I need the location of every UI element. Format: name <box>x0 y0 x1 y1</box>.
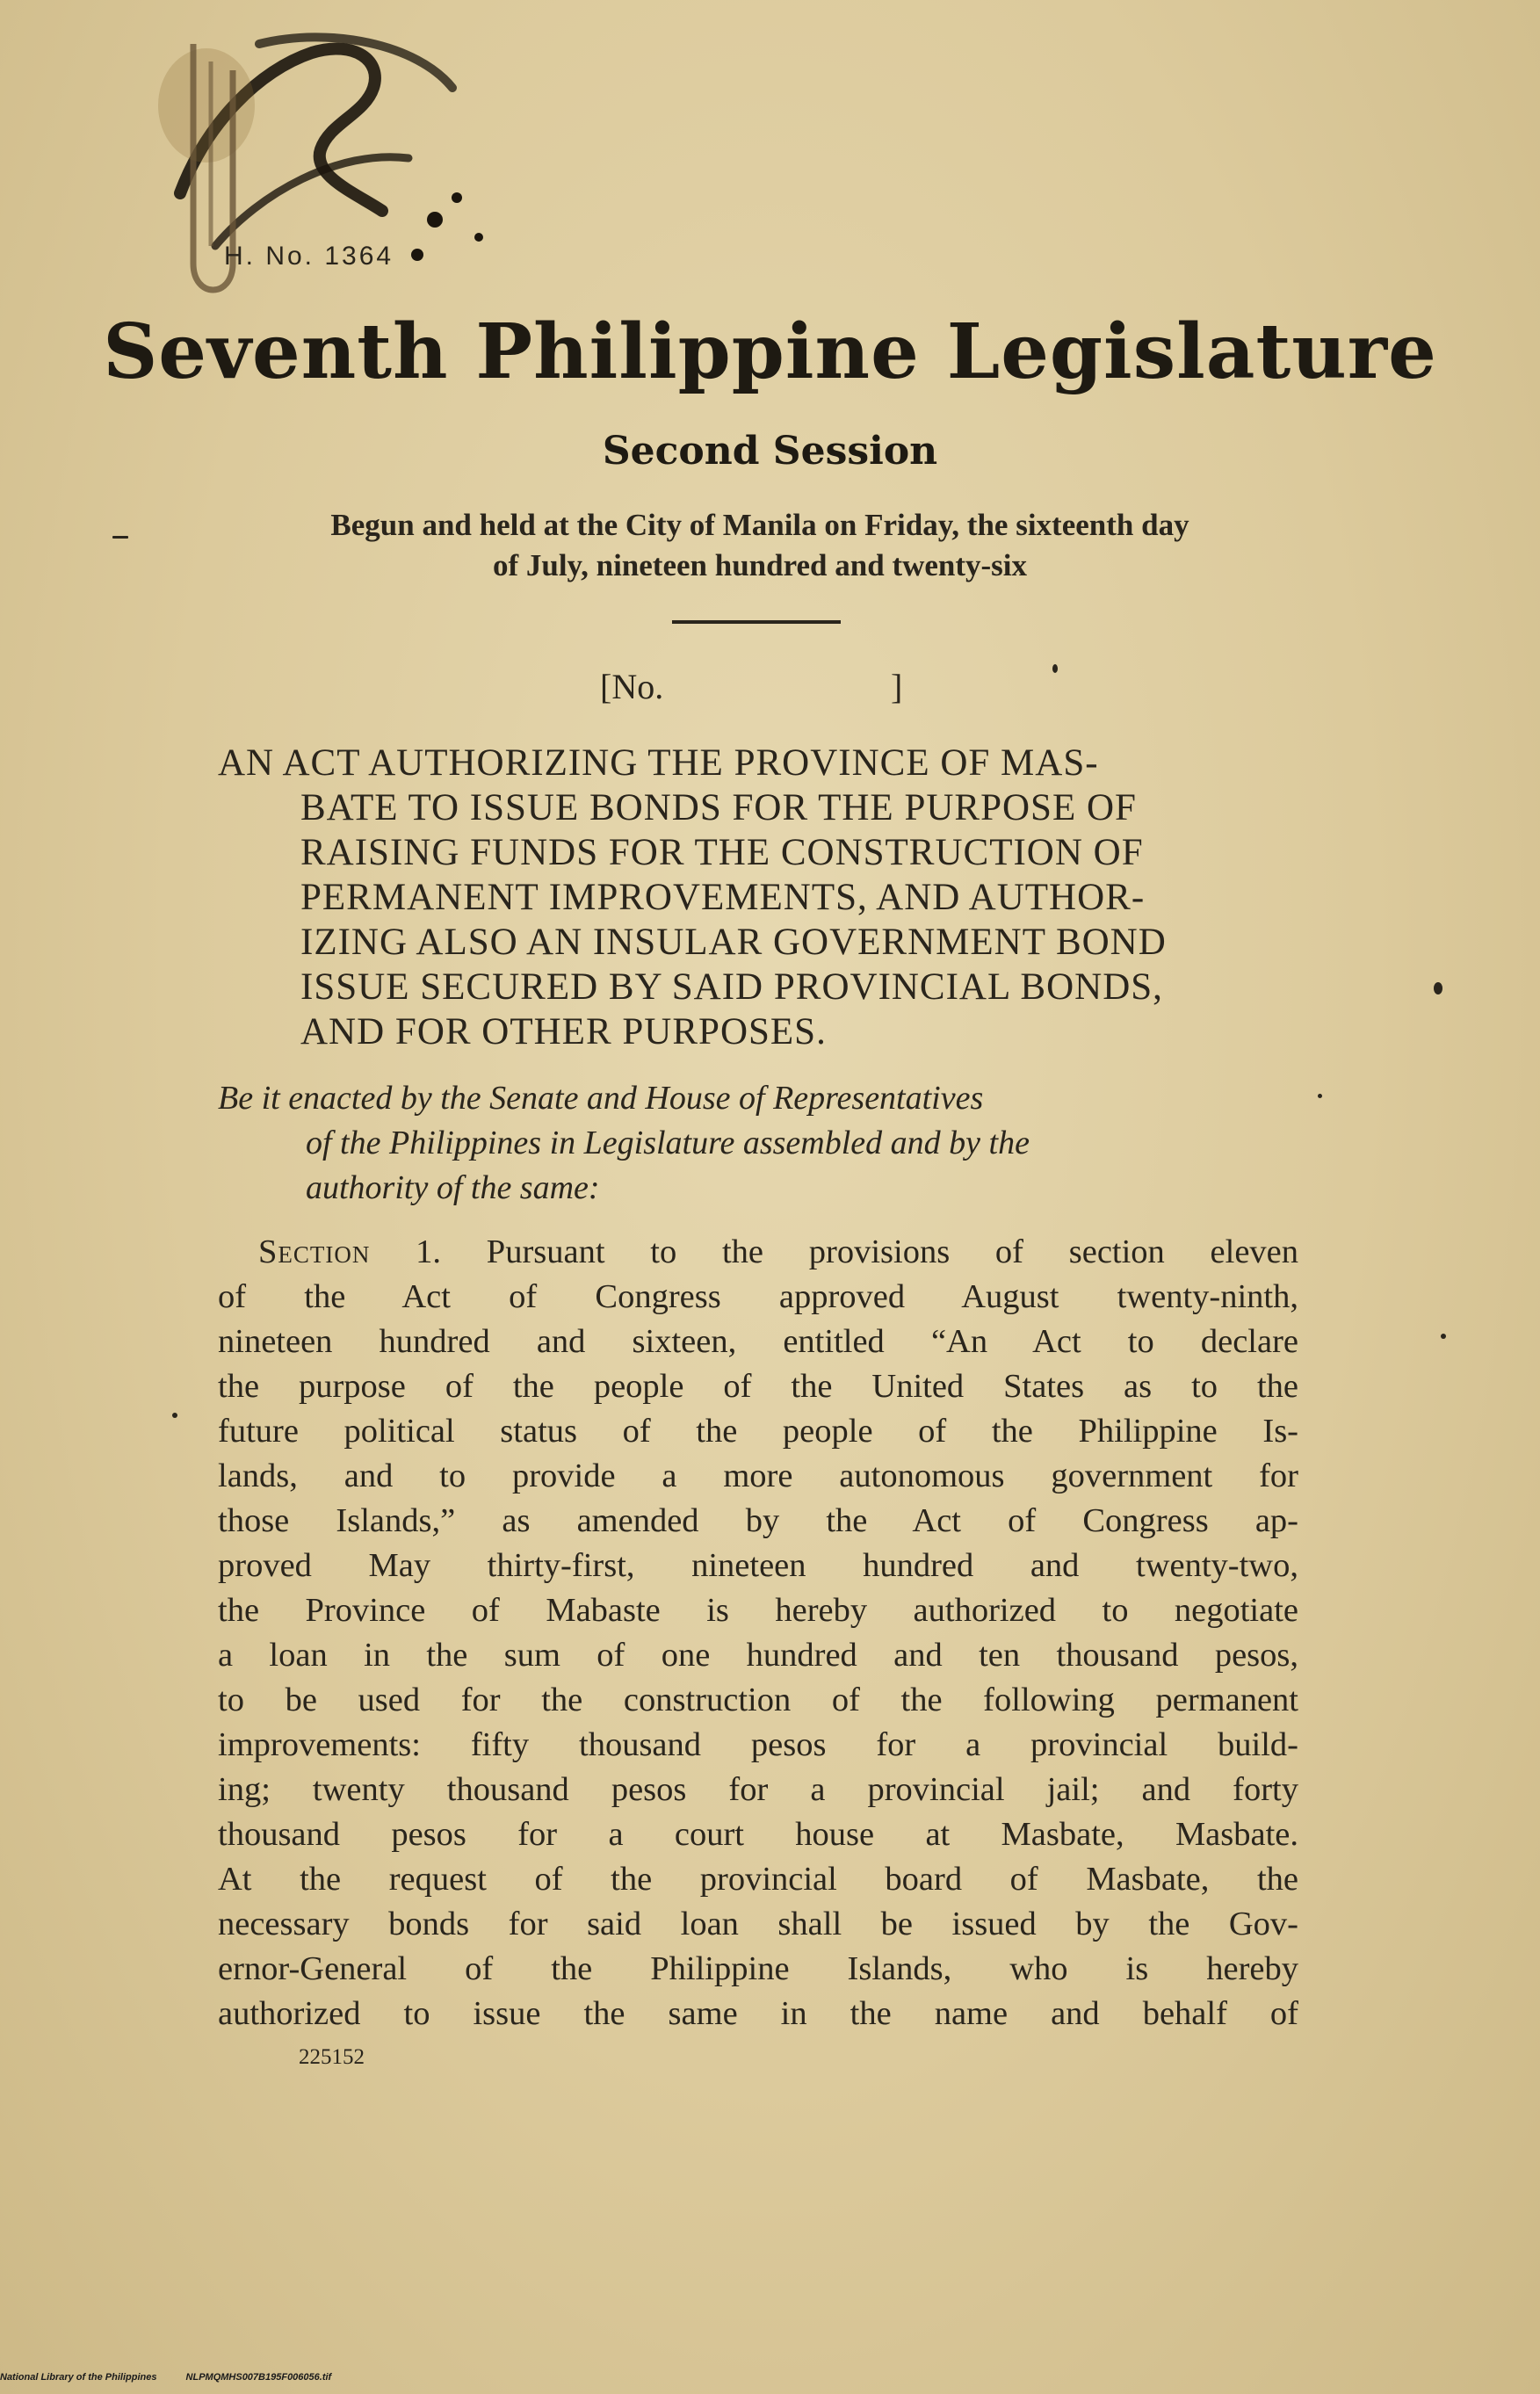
section-line: ing; twenty thousand pesos for a provincial jail; and forty <box>218 1771 1298 1808</box>
footer-source: National Library of the Philippines <box>0 2372 157 2383</box>
act-number-label: [No. <box>600 667 664 706</box>
section-label: Section <box>258 1233 371 1270</box>
speck-mark <box>172 1413 177 1418</box>
section-first-text: Pursuant to the provisions of section eleven <box>486 1233 1299 1270</box>
act-title-line: BATE TO ISSUE BONDS FOR THE PURPOSE OF <box>300 787 1137 828</box>
house-number: H. No. 1364 <box>224 242 394 271</box>
section-line: nineteen hundred and sixteen, entitled “An Act to declare <box>218 1323 1298 1360</box>
act-title-line: IZING ALSO AN INSULAR GOVERNMENT BOND <box>300 922 1167 963</box>
act-title-line: AND FOR OTHER PURPOSES. <box>300 1011 827 1052</box>
act-title-line: PERMANENT IMPROVEMENTS, AND AUTHOR- <box>300 877 1146 918</box>
enacting-line: authority of the same: <box>306 1169 600 1206</box>
section-line: a loan in the sum of one hundred and ten thousand pesos, <box>218 1637 1298 1674</box>
section-line: ernor-General of the Philippine Islands, who is hereby <box>218 1950 1298 1987</box>
speck-mark <box>1441 1334 1446 1339</box>
section-line: lands, and to provide a more autonomous government for <box>218 1457 1298 1494</box>
section-line: the purpose of the people of the United States as to the <box>218 1368 1298 1405</box>
speck-mark <box>112 536 128 539</box>
session-dateline <box>220 505 1300 586</box>
enacting-clause <box>218 1076 1298 1211</box>
paper-clip-mark <box>158 35 246 316</box>
speck-mark <box>1318 1094 1322 1098</box>
enacting-line: Be it enacted by the Senate and House of Representatives <box>218 1080 984 1117</box>
section-line: necessary bonds for said loan shall be issued by the Gov- <box>218 1906 1298 1942</box>
speck-mark <box>1052 664 1058 673</box>
speck-mark <box>1434 982 1442 994</box>
section-line: thousand pesos for a court house at Masbate, Masbate. <box>218 1816 1298 1853</box>
divider-rule <box>672 620 841 624</box>
session-subtitle: Second Session <box>602 429 938 474</box>
enacting-line: of the Philippines in Legislature assembled and by the <box>306 1125 1030 1161</box>
section-one-body <box>218 1230 1298 2036</box>
footer-file: NLPMQMHS007B195F006056.tif <box>185 2372 332 2383</box>
section-line: the Province of Mabaste is hereby authorized to negotiate <box>218 1592 1298 1629</box>
section-line: to be used for the construction of the following permanent <box>218 1682 1298 1718</box>
section-line: proved May thirty-first, nineteen hundred and twenty-two, <box>218 1547 1298 1584</box>
act-title-block <box>218 741 1297 1054</box>
act-title-line: ISSUE SECURED BY SAID PROVINCIAL BONDS, <box>300 966 1163 1008</box>
act-title-line: AN ACT AUTHORIZING THE PROVINCE OF MAS- <box>218 742 1099 784</box>
section-line: those Islands,” as amended by the Act of Congress ap- <box>218 1502 1298 1539</box>
dateline-line: of July, nineteen hundred and twenty-six <box>492 548 1028 582</box>
section-number: 1. <box>416 1233 442 1270</box>
dateline-line: Begun and held at the City of Manila on Friday, the sixteenth day <box>330 508 1189 542</box>
act-title-line: RAISING FUNDS FOR THE CONSTRUCTION OF <box>300 832 1144 873</box>
section-first-line <box>218 1230 1298 1275</box>
section-line: improvements: fifty thousand pesos for a provincial build- <box>218 1726 1298 1763</box>
section-line: authorized to issue the same in the name and behalf of <box>218 1995 1298 2032</box>
document-title: Seventh Philippine Legislature <box>103 307 1437 396</box>
section-line: future political status of the people of the Philippine Is- <box>218 1413 1298 1450</box>
archive-footer <box>0 2372 358 2383</box>
act-number-close: ] <box>891 667 903 706</box>
page-code: 225152 <box>299 2045 365 2069</box>
section-line: At the request of the provincial board of Masbate, the <box>218 1861 1298 1898</box>
section-line: of the Act of Congress approved August twenty-ninth, <box>218 1278 1298 1315</box>
